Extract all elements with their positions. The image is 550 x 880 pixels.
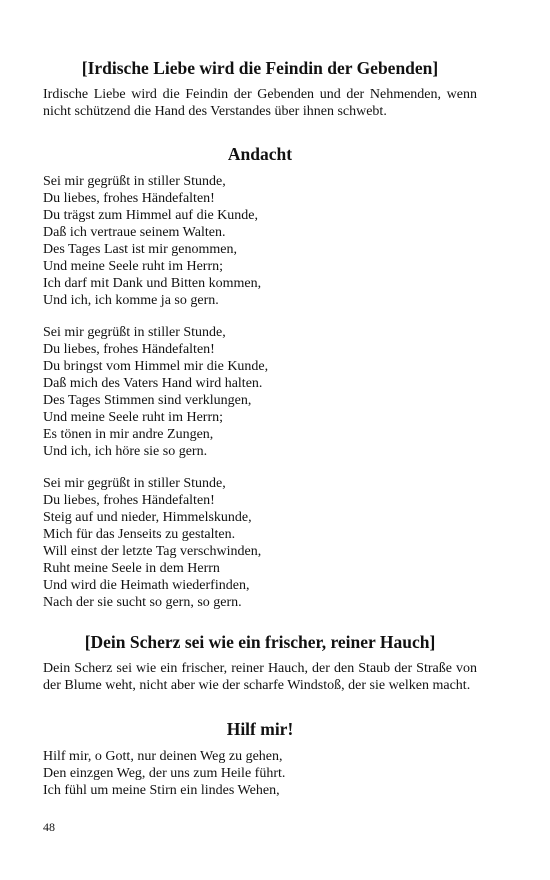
verse-line: Will einst der letzte Tag verschwinden,: [43, 544, 262, 559]
section-title-irdische-liebe: [Irdische Liebe wird die Feindin der Gebenden]: [81, 58, 439, 78]
verse-line: Sei mir gegrüßt in stiller Stunde,: [43, 174, 226, 189]
verse-line: Daß mich des Vaters Hand wird halten.: [43, 376, 263, 391]
verse-line: Sei mir gegrüßt in stiller Stunde,: [43, 476, 226, 491]
poem-title-andacht: Andacht: [227, 144, 293, 164]
verse-line: Und meine Seele ruht im Herrn;: [43, 259, 224, 274]
verse-line: Des Tages Stimmen sind verklungen,: [43, 393, 252, 408]
verse-line: Du liebes, frohes Händefalten!: [43, 342, 215, 357]
verse-line: Ich darf mit Dank und Bitten kommen,: [43, 276, 262, 291]
stanza-andacht-1: [43, 173, 477, 309]
verse-line: Und ich, ich komme ja so gern.: [43, 293, 219, 308]
verse-line: Du bringst vom Himmel mir die Kunde,: [43, 359, 269, 374]
verse-line: Es tönen in mir andre Zungen,: [43, 427, 214, 442]
verse-line: Den einzgen Weg, der uns zum Heile führt.: [43, 766, 286, 781]
verse-line: Du liebes, frohes Händefalten!: [43, 493, 215, 508]
verse-line: Hilf mir, o Gott, nur deinen Weg zu gehen,: [43, 749, 283, 764]
stanza-andacht-2: [43, 324, 477, 460]
verse-line: Ich fühl um meine Stirn ein lindes Wehen,: [43, 783, 280, 798]
verse-line: Und ich, ich höre sie so gern.: [43, 444, 208, 459]
page-number: 48: [43, 820, 55, 834]
verse-line: Du trägst zum Himmel auf die Kunde,: [43, 208, 259, 223]
section-title-dein-scherz: [Dein Scherz sei wie ein frischer, reiner Hauch]: [84, 632, 436, 652]
verse-line: Daß ich vertraue seinem Walten.: [43, 225, 226, 240]
verse-line: Des Tages Last ist mir genommen,: [43, 242, 237, 257]
verse-line: Nach der sie sucht so gern, so gern.: [43, 595, 242, 610]
verse-line: Sei mir gegrüßt in stiller Stunde,: [43, 325, 226, 340]
verse-line: Steig auf und nieder, Himmelskunde,: [43, 510, 252, 525]
prose-dein-scherz: Dein Scherz sei wie ein frischer, reiner Hauch, der den Staub der Straße von der Blume weht, nicht aber wie der scharfe Windstoß, der sie welken macht.: [43, 661, 477, 693]
prose-irdische-liebe: Irdische Liebe wird die Feindin der Gebenden und der Nehmenden, wenn nicht schützend die Hand des Verstandes über ihnen schwebt.: [43, 87, 477, 119]
poem-title-hilf-mir: Hilf mir!: [226, 719, 294, 739]
stanza-andacht-3: [43, 475, 477, 611]
verse-line: Und wird die Heimath wiederfinden,: [43, 578, 250, 593]
verse-line: Ruht meine Seele in dem Herrn: [43, 561, 220, 576]
verse-line: Du liebes, frohes Händefalten!: [43, 191, 215, 206]
verse-line: Mich für das Jenseits zu gestalten.: [43, 527, 236, 542]
verse-line: Und meine Seele ruht im Herrn;: [43, 410, 224, 425]
page-content: [43, 56, 477, 799]
stanza-hilf-mir-1: [43, 748, 477, 799]
